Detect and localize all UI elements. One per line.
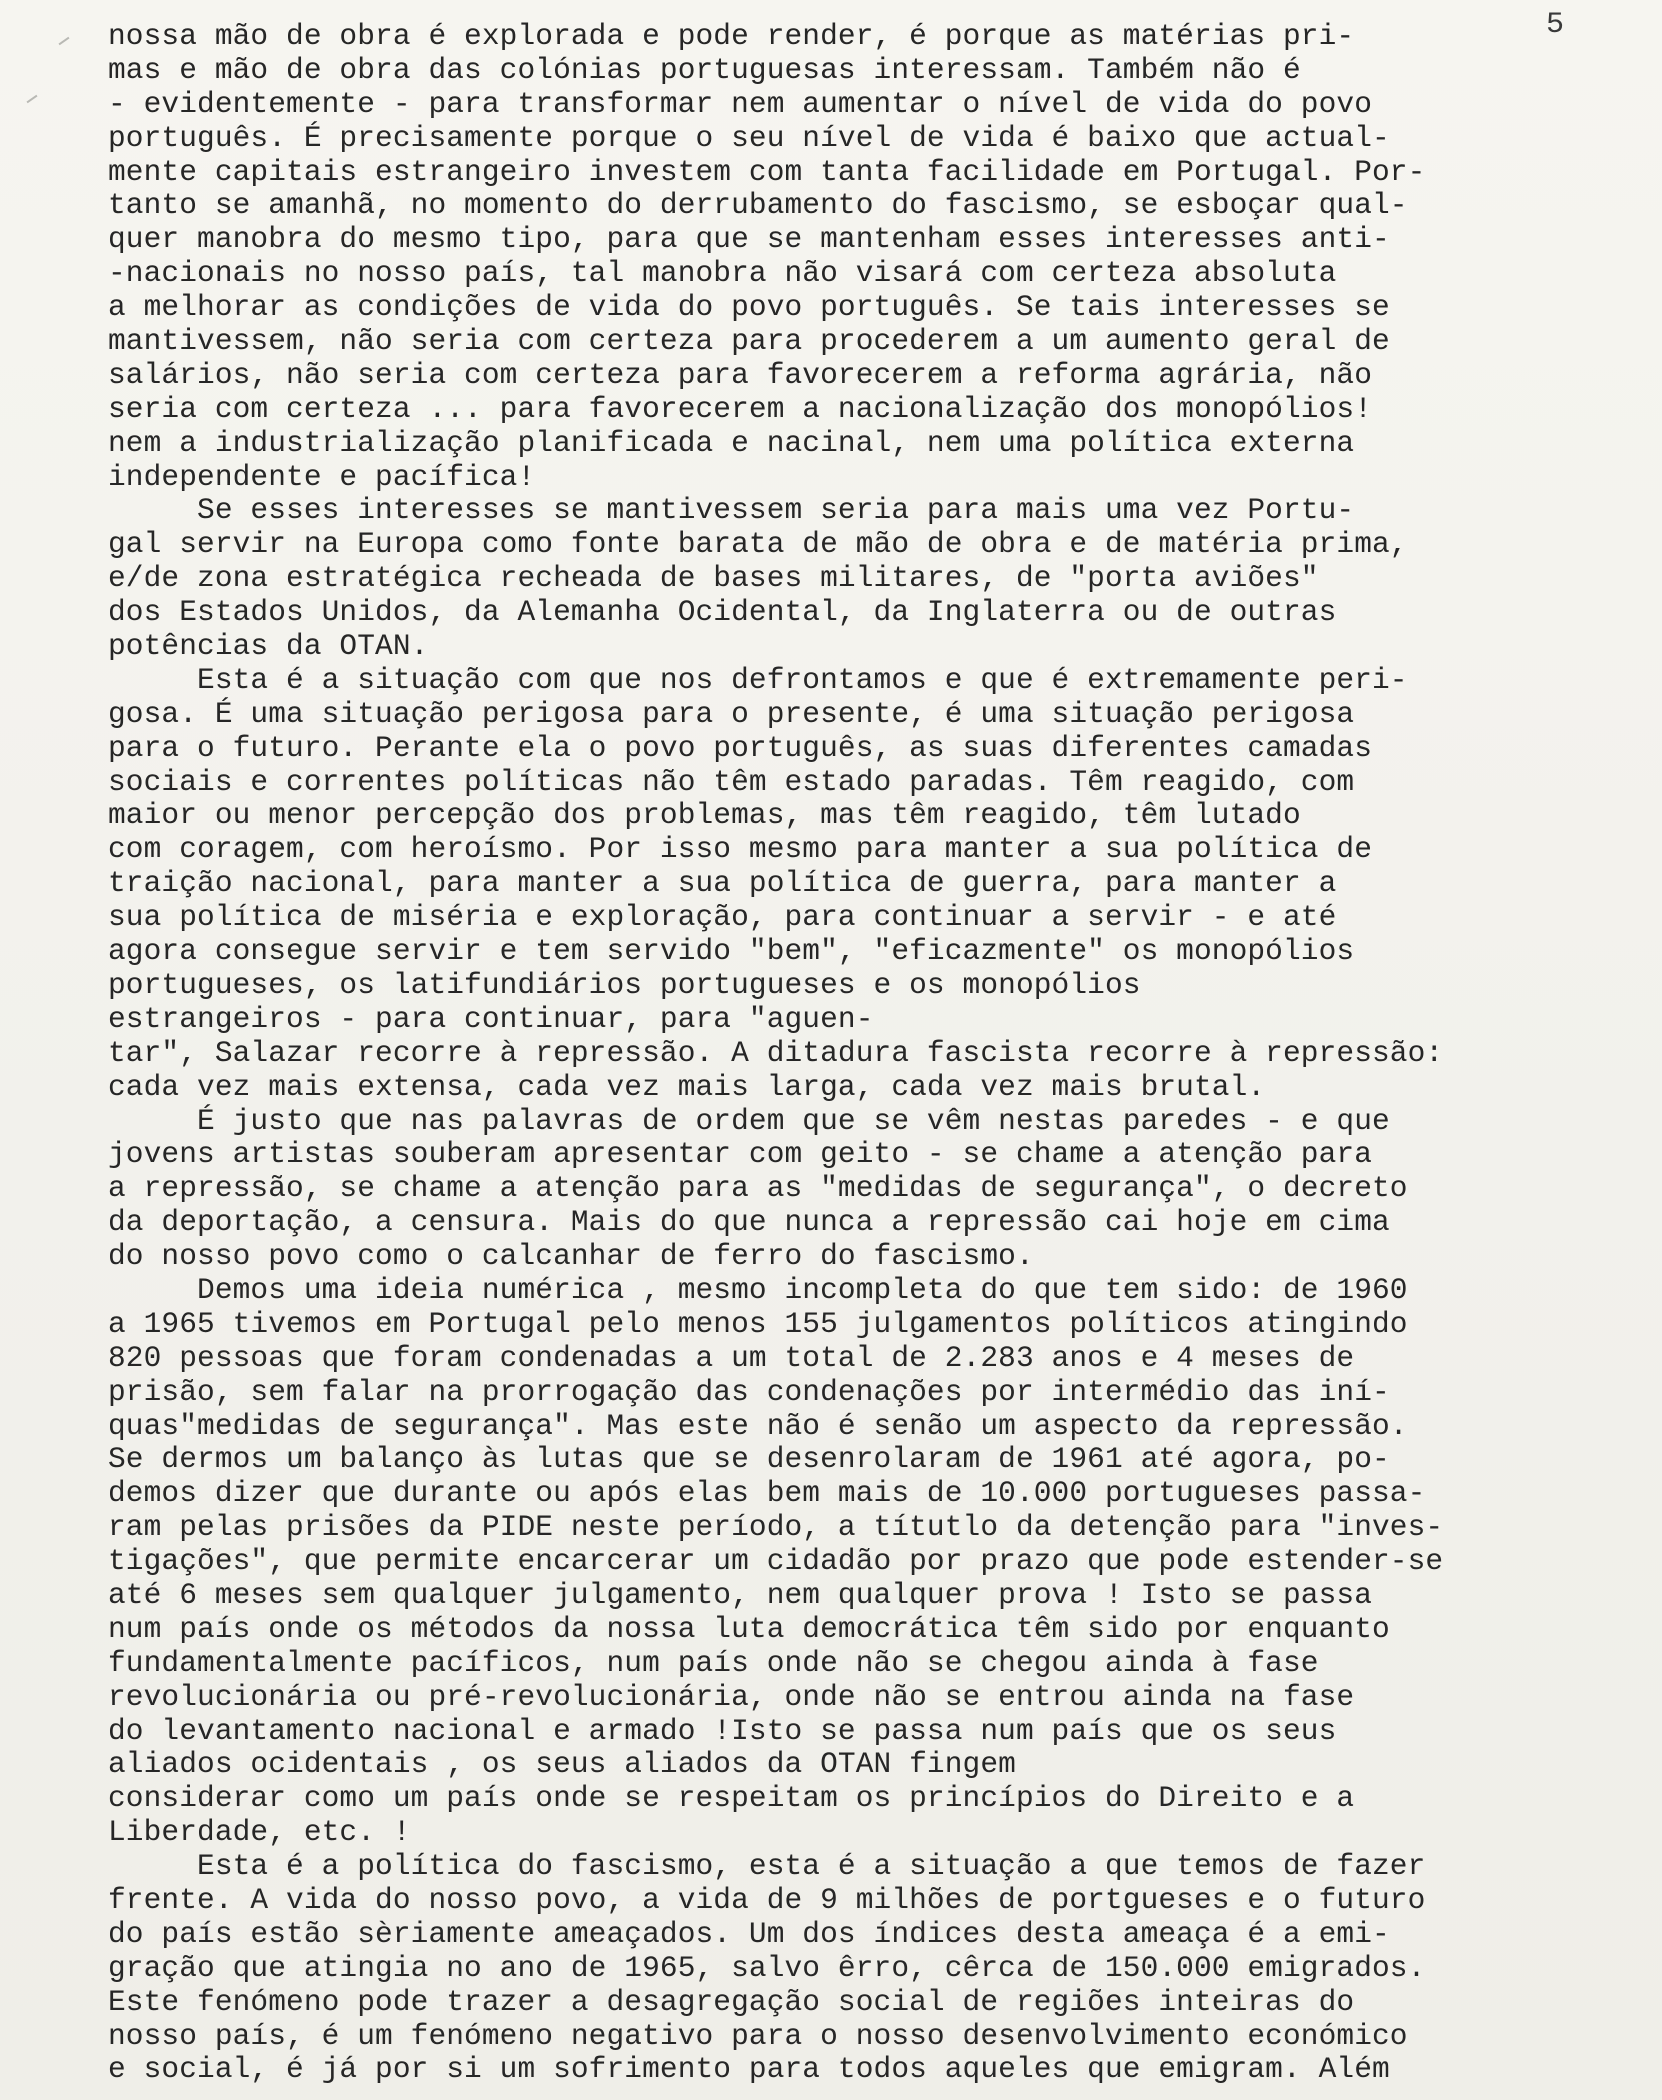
text-line: Liberdade, etc. ! [108, 1815, 411, 1850]
text-line: e/de zona estratégica recheada de bases militares, de "porta aviões" [108, 561, 1319, 596]
text-line: revolucionária ou pré-revolucionária, onde não se entrou ainda na fase [108, 1679, 1355, 1714]
text-line: mas e mão de obra das colónias portuguesas interessam. Também não é [108, 52, 1301, 87]
text-line: a repressão, se chame a atenção para as "medidas de segurança", o decreto [108, 1171, 1408, 1206]
text-line: estrangeiros - para continuar, para "aguen- [108, 1001, 874, 1036]
text-line: 820 pessoas que foram condenadas a um total de 2.283 anos e 4 meses de [108, 1340, 1355, 1375]
text-line: dos Estados Unidos, da Alemanha Ocidental, da Inglaterra ou de outras [108, 595, 1337, 630]
text-line: É justo que nas palavras de ordem que se vêm nestas paredes - e que [108, 1103, 1390, 1138]
text-line: mantivessem, não seria com certeza para procederem a um aumento geral de [108, 324, 1390, 359]
document-body [108, 20, 1658, 2087]
text-line: aliados ocidentais , os seus aliados da OTAN fingem [108, 1747, 1016, 1782]
text-line: Esta é a situação com que nos defrontamos e que é extremamente peri- [108, 662, 1408, 697]
text-line: Esta é a política do fascismo, esta é a situação a que temos de fazer [108, 1849, 1426, 1884]
text-line: e social, é já por si um sofrimento para todos aqueles que emigram. Além [108, 2052, 1390, 2087]
text-line: independente e pacífica! [108, 459, 536, 494]
text-line: maior ou menor percepção dos problemas, mas têm reagido, têm lutado [108, 798, 1301, 833]
text-line: - evidentemente - para transformar nem aumentar o nível de vida do povo [108, 86, 1373, 121]
text-line: Este fenómeno pode trazer a desagregação social de regiões inteiras do [108, 1984, 1355, 2019]
text-line: tanto se amanhã, no momento do derrubamento do fascismo, se esboçar qual- [108, 188, 1408, 223]
text-line: ram pelas prisões da PIDE neste período, a títutlo da detenção para "inves- [108, 1510, 1444, 1545]
text-line: gração que atingia no ano de 1965, salvo êrro, cêrca de 150.000 emigrados. [108, 1950, 1426, 1985]
text-line: tigações", que permite encarcerar um cidadão por prazo que pode estender-se [108, 1544, 1444, 1579]
text-line: jovens artistas souberam apresentar com geito - se chame a atenção para [108, 1137, 1373, 1172]
text-line: do nosso povo como o calcanhar de ferro do fascismo. [108, 1239, 1034, 1274]
text-line: gosa. É uma situação perigosa para o presente, é uma situação perigosa [108, 696, 1355, 731]
text-line: tar", Salazar recorre à repressão. A ditadura fascista recorre à repressão: [108, 1035, 1444, 1070]
text-line: nossa mão de obra é explorada e pode render, é porque as matérias pri- [108, 19, 1355, 53]
text-line: demos dizer que durante ou após elas bem mais de 10.000 portugueses passa- [108, 1476, 1426, 1511]
text-line: até 6 meses sem qualquer julgamento, nem qualquer prova ! Isto se passa [108, 1577, 1373, 1612]
text-line: potências da OTAN. [108, 629, 429, 664]
text-line: Demos uma ideia numérica , mesmo incompleta do que tem sido: de 1960 [108, 1272, 1408, 1307]
text-line: -nacionais no nosso país, tal manobra não visará com certeza absoluta [108, 256, 1337, 291]
margin-pencil-mark [59, 37, 70, 46]
text-line: sua política de miséria e exploração, para continuar a servir - e até [108, 900, 1337, 935]
text-line: sociais e correntes políticas não têm estado paradas. Têm reagido, com [108, 764, 1355, 799]
text-line: português. É precisamente porque o seu nível de vida é baixo que actual- [108, 120, 1390, 155]
text-line: num país onde os métodos da nossa luta democrática têm sido por enquanto [108, 1611, 1390, 1646]
text-line: quer manobra do mesmo tipo, para que se mantenham esses interesses anti- [108, 222, 1390, 257]
text-line: traição nacional, para manter a sua política de guerra, para manter a [108, 866, 1337, 901]
text-line: Se dermos um balanço às lutas que se desenrolaram de 1961 até agora, po- [108, 1442, 1390, 1477]
text-line: nosso país, é um fenómeno negativo para o nosso desenvolvimento económico [108, 2018, 1408, 2053]
text-line: prisão, sem falar na prorrogação das condenações por intermédio das iní- [108, 1374, 1390, 1409]
text-line: mente capitais estrangeiro investem com tanta facilidade em Portugal. Por- [108, 154, 1426, 189]
text-line: do levantamento nacional e armado !Isto se passa num país que os seus [108, 1713, 1337, 1748]
text-line: considerar como um país onde se respeitam os princípios do Direito e a [108, 1781, 1355, 1816]
text-line: da deportação, a censura. Mais do que nunca a repressão cai hoje em cima [108, 1205, 1390, 1240]
text-line: a 1965 tivemos em Portugal pelo menos 155 julgamentos políticos atingindo [108, 1306, 1408, 1341]
text-line: nem a industrialização planificada e nacinal, nem uma política externa [108, 425, 1355, 460]
text-line: portugueses, os latifundiários portugueses e os monopólios [108, 967, 1141, 1002]
text-line: Se esses interesses se mantivessem seria para mais uma vez Portu- [108, 493, 1355, 528]
margin-pencil-mark [27, 95, 38, 104]
page-number: 5 [1546, 8, 1565, 42]
text-line: fundamentalmente pacíficos, num país onde não se chegou ainda à fase [108, 1645, 1319, 1680]
text-line: do país estão sèriamente ameaçados. Um dos índices desta ameaça é a emi- [108, 1916, 1390, 1951]
text-line: gal servir na Europa como fonte barata de mão de obra e de matéria prima, [108, 527, 1408, 562]
text-line: frente. A vida do nosso povo, a vida de 9 milhões de portgueses e o futuro [108, 1882, 1426, 1917]
text-line: para o futuro. Perante ela o povo português, as suas diferentes camadas [108, 730, 1373, 765]
text-line: seria com certeza ... para favorecerem a nacionalização dos monopólios! [108, 391, 1373, 426]
text-line: com coragem, com heroísmo. Por isso mesmo para manter a sua política de [108, 832, 1373, 867]
text-line: agora consegue servir e tem servido "bem", "eficazmente" os monopólios [108, 934, 1355, 969]
text-line: quas"medidas de segurança". Mas este não é senão um aspecto da repressão. [108, 1408, 1408, 1443]
text-line: a melhorar as condições de vida do povo português. Se tais interesses se [108, 290, 1390, 325]
text-line: salários, não seria com certeza para favorecerem a reforma agrária, não [108, 357, 1373, 392]
text-line: cada vez mais extensa, cada vez mais larga, cada vez mais brutal. [108, 1069, 1266, 1104]
